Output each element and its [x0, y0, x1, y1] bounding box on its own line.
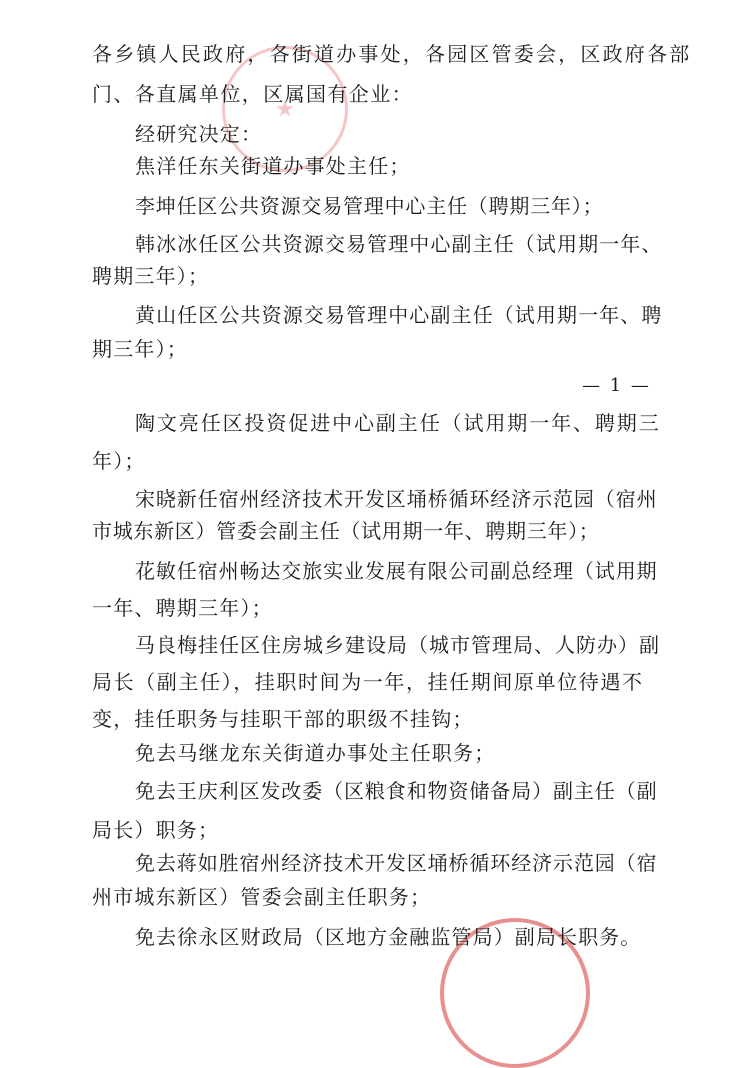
text-line: 门、各直属单位，区属国有企业：: [92, 82, 413, 106]
text-line: 各乡镇人民政府，各街道办事处，各园区管委会，区政府各部: [92, 42, 692, 66]
text-line: 免去马继龙东关街道办事处主任职务；: [135, 741, 496, 765]
text-line: 陶文亮任区投资促进中心副主任（试用期一年、聘期三: [135, 411, 661, 435]
text-line: 宋晓新任宿州经济技术开发区埇桥循环经济示范园（宿州: [135, 487, 658, 511]
text-line: 局长）职务；: [92, 818, 220, 842]
text-line: 焦洋任东关街道办事处主任；: [135, 154, 411, 178]
text-line: 聘期三年）；: [92, 264, 210, 288]
text-line: 局长（副主任），挂职时间为一年，挂任期间原单位待遇不: [92, 670, 644, 694]
text-line: 李坤任区公共资源交易管理中心主任（聘期三年）；: [135, 194, 604, 218]
text-line: 年）；: [92, 449, 146, 473]
text-line: 免去蒋如胜宿州经济技术开发区埇桥循环经济示范园（宿: [135, 851, 658, 875]
text-line: 马良梅挂任区住房城乡建设局（城市管理局、人防办）副: [135, 633, 660, 657]
text-line: 期三年）；: [92, 337, 188, 361]
text-line: 经研究决定：: [135, 122, 263, 146]
text-line: 免去徐永区财政局（区地方金融监管局）副局长职务。: [135, 925, 642, 949]
text-line: 州市城东新区）管委会副主任职务；: [92, 885, 432, 909]
text-line: 黄山任区公共资源交易管理中心副主任（试用期一年、聘: [135, 303, 663, 327]
text-line: 市城东新区）管委会副主任（试用期一年、聘期三年）；: [92, 519, 600, 543]
text-line: 韩冰冰任区公共资源交易管理中心副主任（试用期一年、: [135, 232, 663, 256]
text-line: 变，挂任职务与挂职干部的职级不挂钩；: [92, 707, 474, 731]
text-line: 免去王庆利区发改委（区粮食和物资储备局）副主任（副: [135, 779, 658, 803]
page-number: — 1 —: [582, 375, 651, 396]
text-line: 一年、聘期三年）；: [92, 596, 273, 620]
text-line: 花敏任宿州畅达交旅实业发展有限公司副总经理（试用期: [135, 559, 658, 583]
